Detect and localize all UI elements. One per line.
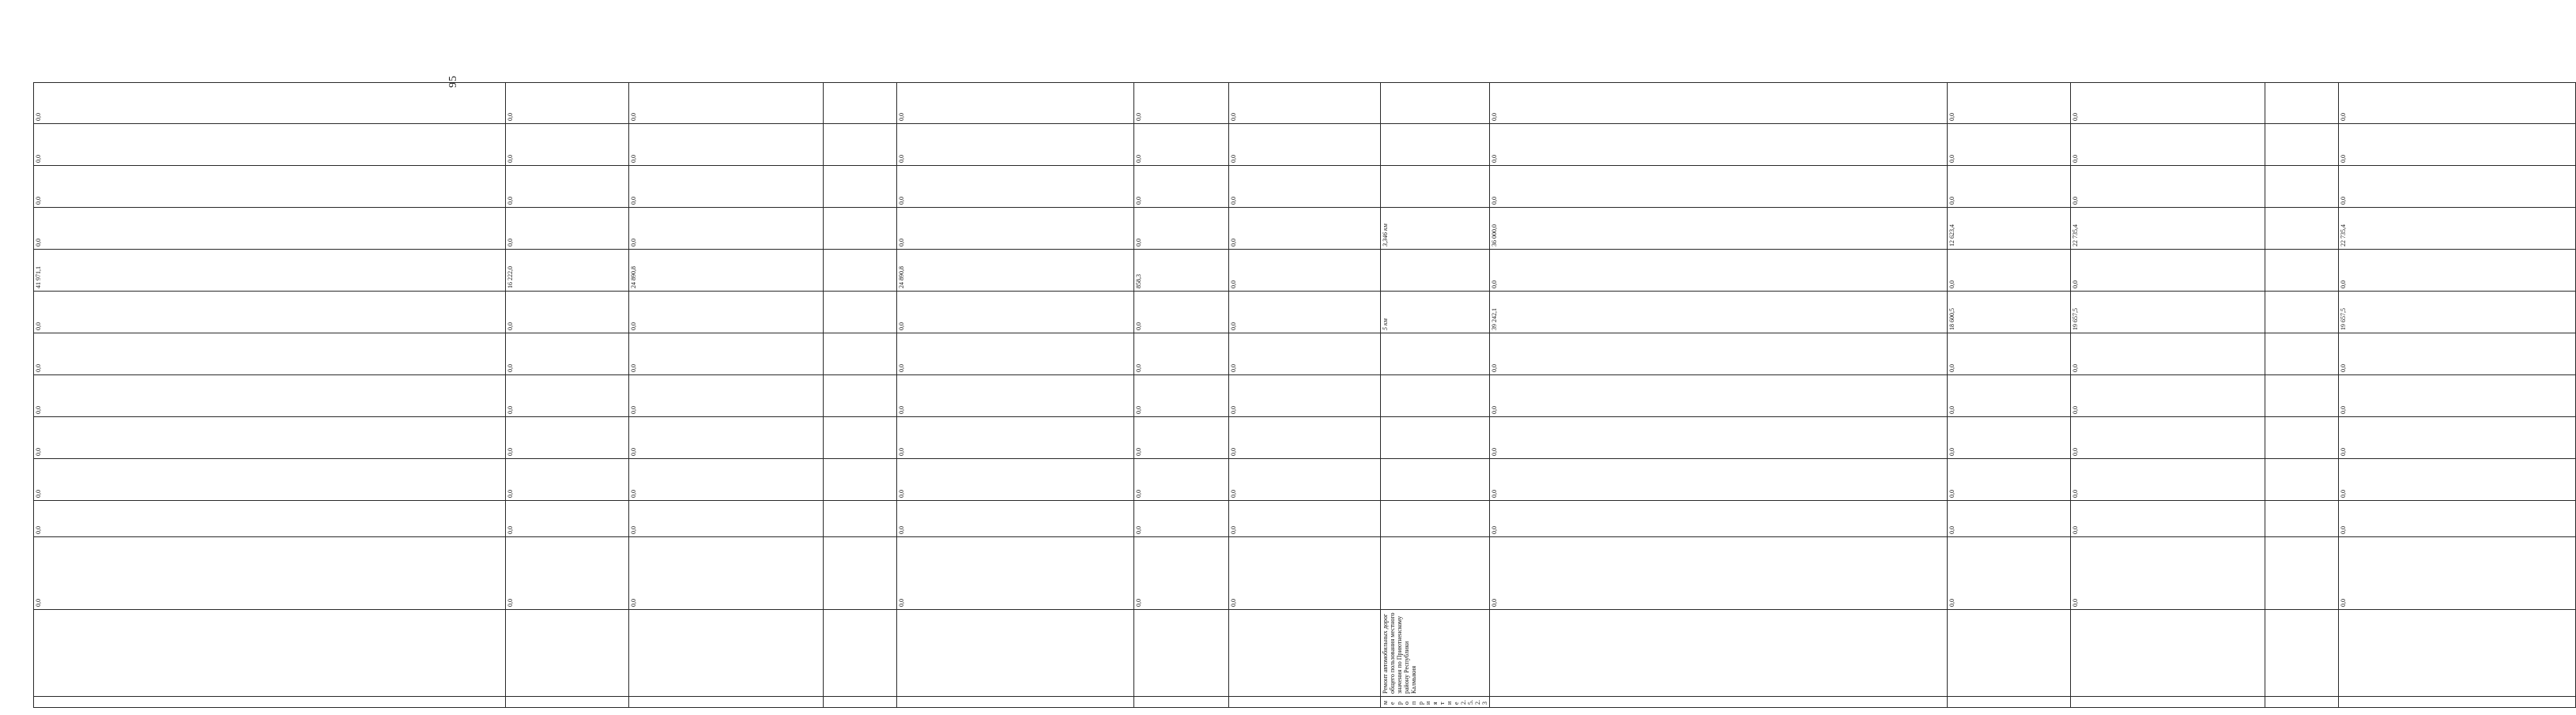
value-cell: 0,0 — [34, 292, 506, 333]
value-cell: 0,0 — [629, 501, 824, 537]
value-cell: 0,0 — [629, 83, 824, 124]
value-cell: 0,0 — [1134, 501, 1229, 537]
value-cell: 36 000,0 — [1490, 208, 1948, 250]
value-cell: 0,0 — [2071, 537, 2265, 610]
value-cell: 0,0 — [2339, 537, 2576, 610]
measure-code-cell — [34, 697, 506, 708]
measure-code-cell — [2071, 697, 2265, 708]
value-cell: 0,0 — [2071, 124, 2265, 166]
value-cell: 0,0 — [1229, 459, 1381, 501]
value-cell — [2265, 208, 2339, 250]
value-cell: 0,0 — [34, 333, 506, 375]
value-cell — [2265, 292, 2339, 333]
value-cell: 0,0 — [1134, 208, 1229, 250]
value-cell — [1381, 375, 1490, 417]
value-cell: 0,0 — [897, 459, 1134, 501]
measure-code-cell — [2265, 697, 2339, 708]
value-cell: 0,0 — [2071, 375, 2265, 417]
value-cell: 0,0 — [2339, 459, 2576, 501]
value-cell — [1381, 250, 1490, 292]
value-cell: 3,346 км — [1381, 208, 1490, 250]
value-cell: 0,0 — [1229, 250, 1381, 292]
value-cell: 0,0 — [506, 292, 629, 333]
measure-name-cell: Ремонт автомобильных дорог общего пользования местного значения по Приютненскому району Республики Калмыкия — [1381, 610, 1490, 697]
value-cell: 0,0 — [1948, 501, 2071, 537]
measure-name-cell — [1134, 610, 1229, 697]
value-cell: 0,0 — [897, 166, 1134, 208]
value-cell — [824, 124, 897, 166]
value-cell: 0,0 — [2339, 166, 2576, 208]
value-cell: 22 735,4 — [2071, 208, 2265, 250]
value-cell: 0,0 — [2071, 166, 2265, 208]
value-cell — [1381, 166, 1490, 208]
value-cell: 0,0 — [897, 501, 1134, 537]
value-cell: 0,0 — [1948, 375, 2071, 417]
value-cell: 0,0 — [897, 375, 1134, 417]
value-cell: 0,0 — [506, 166, 629, 208]
value-cell — [824, 208, 897, 250]
value-cell: 0,0 — [1490, 333, 1948, 375]
value-cell — [824, 250, 897, 292]
value-cell — [2265, 501, 2339, 537]
value-cell: 0,0 — [629, 292, 824, 333]
value-cell: 0,0 — [506, 417, 629, 459]
value-cell: 0,0 — [897, 333, 1134, 375]
value-cell — [1381, 459, 1490, 501]
value-cell: 0,0 — [34, 375, 506, 417]
value-cell — [1381, 501, 1490, 537]
value-cell — [1381, 83, 1490, 124]
value-cell: 39 242,1 — [1490, 292, 1948, 333]
value-cell: 0,0 — [629, 417, 824, 459]
budget-table — [33, 0, 2576, 708]
value-cell: 0,0 — [1229, 417, 1381, 459]
value-cell: 0,0 — [629, 166, 824, 208]
value-cell: 0,0 — [1490, 166, 1948, 208]
value-cell — [1381, 537, 1490, 610]
measure-code-cell — [1134, 697, 1229, 708]
value-cell: 0,0 — [34, 459, 506, 501]
value-cell: 0,0 — [1229, 124, 1381, 166]
table-row — [34, 0, 506, 708]
value-cell — [824, 459, 897, 501]
value-cell — [824, 537, 897, 610]
value-cell: 0,0 — [1229, 208, 1381, 250]
measure-name-cell — [629, 610, 824, 697]
value-cell — [2265, 250, 2339, 292]
value-cell — [1381, 333, 1490, 375]
measure-name-cell — [2071, 610, 2265, 697]
value-cell: 22 735,4 — [2339, 208, 2576, 250]
value-cell: 0,0 — [1134, 83, 1229, 124]
measure-name-cell — [1229, 610, 1381, 697]
value-cell: 0,0 — [1948, 537, 2071, 610]
value-cell — [824, 501, 897, 537]
table-row — [1490, 0, 1948, 708]
value-cell: 0,0 — [1134, 333, 1229, 375]
measure-name-cell — [2339, 610, 2576, 697]
value-cell: 0,0 — [2339, 83, 2576, 124]
value-cell: 0,0 — [2339, 250, 2576, 292]
value-cell — [2265, 537, 2339, 610]
value-cell: 0,0 — [1490, 250, 1948, 292]
value-cell: 0,0 — [897, 537, 1134, 610]
measure-code-cell: мероприятие 2.5.2.3 — [1381, 697, 1490, 708]
value-cell: 0,0 — [1134, 292, 1229, 333]
table-row — [629, 0, 824, 708]
value-cell: 0,0 — [506, 537, 629, 610]
value-cell: 0,0 — [1948, 250, 2071, 292]
value-cell: 0,0 — [897, 124, 1134, 166]
value-cell: 0,0 — [506, 459, 629, 501]
value-cell — [2265, 124, 2339, 166]
value-cell: 0,0 — [506, 333, 629, 375]
measure-code-cell — [824, 697, 897, 708]
measure-name-cell — [824, 610, 897, 697]
value-cell: 0,0 — [506, 124, 629, 166]
value-cell: 0,0 — [2071, 501, 2265, 537]
value-cell: 858,3 — [1134, 250, 1229, 292]
value-cell: 0,0 — [2339, 333, 2576, 375]
measure-name-cell — [2265, 610, 2339, 697]
value-cell — [824, 375, 897, 417]
table-row — [1134, 0, 1229, 708]
measure-code-cell — [629, 697, 824, 708]
value-cell: 0,0 — [506, 83, 629, 124]
value-cell: 0,0 — [1229, 292, 1381, 333]
value-cell: 0,0 — [897, 83, 1134, 124]
value-cell: 0,0 — [1490, 417, 1948, 459]
value-cell: 0,0 — [1229, 501, 1381, 537]
table-row — [506, 0, 629, 708]
value-cell: 0,0 — [2071, 333, 2265, 375]
measure-code-cell — [506, 697, 629, 708]
measure-name-cell — [506, 610, 629, 697]
value-cell — [1381, 124, 1490, 166]
measure-name-cell — [897, 610, 1134, 697]
value-cell — [1381, 417, 1490, 459]
value-cell — [824, 417, 897, 459]
value-cell: 0,0 — [1134, 417, 1229, 459]
value-cell: 0,0 — [1229, 83, 1381, 124]
value-cell: 24 890,8 — [897, 250, 1134, 292]
value-cell: 0,0 — [2071, 417, 2265, 459]
measure-code-cell — [2339, 697, 2576, 708]
value-cell — [824, 292, 897, 333]
value-cell: 0,0 — [34, 537, 506, 610]
value-cell: 0,0 — [2339, 375, 2576, 417]
value-cell: 12 623,4 — [1948, 208, 2071, 250]
value-cell: 0,0 — [34, 83, 506, 124]
table-row — [1381, 0, 1490, 708]
value-cell: 19 657,5 — [2339, 292, 2576, 333]
table-row — [2265, 0, 2339, 708]
value-cell: 0,0 — [629, 537, 824, 610]
value-cell: 0,0 — [1134, 537, 1229, 610]
value-cell — [2265, 417, 2339, 459]
measure-name-cell — [34, 610, 506, 697]
value-cell: 0,0 — [629, 375, 824, 417]
value-cell: 0,0 — [1490, 537, 1948, 610]
value-cell — [824, 333, 897, 375]
value-cell: 0,0 — [1490, 459, 1948, 501]
table-row — [897, 0, 1134, 708]
table-row — [1229, 0, 1381, 708]
value-cell: 0,0 — [506, 375, 629, 417]
value-cell: 24 890,8 — [629, 250, 824, 292]
value-cell — [824, 83, 897, 124]
value-cell: 0,0 — [2071, 83, 2265, 124]
value-cell: 16 222,0 — [506, 250, 629, 292]
value-cell: 0,0 — [506, 501, 629, 537]
value-cell: 0,0 — [1229, 166, 1381, 208]
value-cell: 0,0 — [629, 459, 824, 501]
value-cell: 0,0 — [1948, 83, 2071, 124]
value-cell: 0,0 — [897, 208, 1134, 250]
value-cell: 0,0 — [1948, 333, 2071, 375]
value-cell: 0,0 — [629, 208, 824, 250]
value-cell: 0,0 — [34, 208, 506, 250]
value-cell: 0,0 — [34, 166, 506, 208]
value-cell: 0,0 — [1490, 501, 1948, 537]
value-cell: 41 971,1 — [34, 250, 506, 292]
value-cell: 0,0 — [897, 417, 1134, 459]
value-cell: 0,0 — [1134, 375, 1229, 417]
value-cell — [2265, 375, 2339, 417]
value-cell: 0,0 — [1948, 166, 2071, 208]
value-cell: 0,0 — [897, 292, 1134, 333]
value-cell — [2265, 83, 2339, 124]
value-cell: 0,0 — [1948, 459, 2071, 501]
value-cell — [2265, 333, 2339, 375]
table-row — [1948, 0, 2071, 708]
value-cell: 0,0 — [1490, 375, 1948, 417]
value-cell: 0,0 — [2339, 501, 2576, 537]
value-cell: 0,0 — [1229, 375, 1381, 417]
value-cell: 0,0 — [506, 208, 629, 250]
measure-code-cell — [1948, 697, 2071, 708]
value-cell: 0,0 — [2339, 124, 2576, 166]
value-cell: 19 657,5 — [2071, 292, 2265, 333]
value-cell: 0,0 — [1229, 537, 1381, 610]
value-cell: 0,0 — [629, 333, 824, 375]
value-cell: 0,0 — [1134, 459, 1229, 501]
value-cell: 0,0 — [2071, 459, 2265, 501]
measure-code-cell — [1490, 697, 1948, 708]
value-cell: 5 км — [1381, 292, 1490, 333]
measure-name-cell — [1490, 610, 1948, 697]
value-cell: 0,0 — [34, 417, 506, 459]
value-cell: 18 600,5 — [1948, 292, 2071, 333]
value-cell: 0,0 — [1229, 333, 1381, 375]
value-cell: 0,0 — [1490, 83, 1948, 124]
table-row — [2339, 0, 2576, 708]
page-number: 95 — [447, 75, 459, 88]
value-cell — [824, 166, 897, 208]
value-cell: 0,0 — [1948, 124, 2071, 166]
table-row — [824, 0, 897, 708]
value-cell: 0,0 — [34, 124, 506, 166]
value-cell: 0,0 — [1134, 124, 1229, 166]
measure-code-cell — [897, 697, 1134, 708]
value-cell: 0,0 — [1134, 166, 1229, 208]
value-cell — [2265, 459, 2339, 501]
value-cell: 0,0 — [34, 501, 506, 537]
value-cell: 0,0 — [1490, 124, 1948, 166]
table-row — [2071, 0, 2265, 708]
value-cell: 0,0 — [2071, 250, 2265, 292]
measure-name-cell — [1948, 610, 2071, 697]
value-cell: 0,0 — [1948, 417, 2071, 459]
value-cell: 0,0 — [2339, 417, 2576, 459]
value-cell — [2265, 166, 2339, 208]
value-cell: 0,0 — [629, 124, 824, 166]
measure-code-cell — [1229, 697, 1381, 708]
